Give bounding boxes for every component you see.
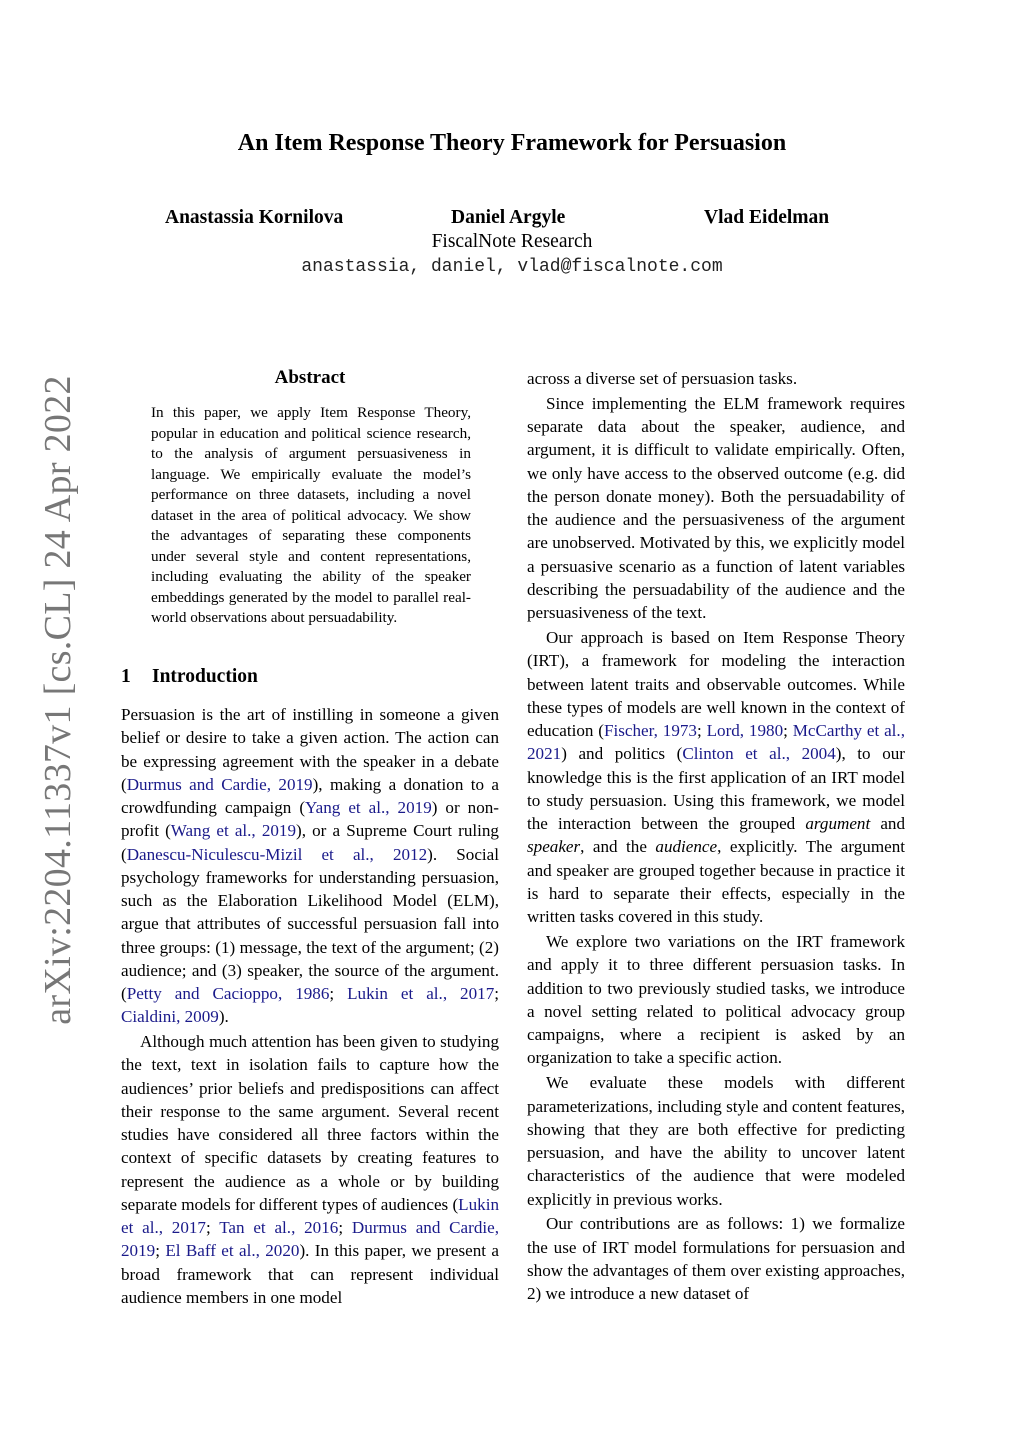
text-run: Our approach is based on Item Response Theory (IRT), a framework for modeling the interaction between latent traits and observable outcomes. While these types of models are well known in the context of education ( <box>527 628 905 741</box>
author-2: Daniel Argyle <box>451 207 566 228</box>
section-heading <box>121 666 258 688</box>
section-number: 1 <box>121 666 131 687</box>
intro-paragraph-7: Our contributions are as follows: 1) we formalize the use of IRT model formulations for persuasion and show the advantages of them over existing approaches, 2) we introduce a new dataset of <box>527 1214 905 1304</box>
text-run: ), to our knowledge this is the first application of an IRT model to study persuasion. Using this framework, we model the interaction between the grouped <box>527 744 905 834</box>
citation-link[interactable]: Yang et al., 2019 <box>305 798 432 817</box>
arxiv-identifier: arXiv:2204.11337v1 [cs.CL] 24 Apr 2022 <box>37 375 79 1025</box>
author-1: Anastassia Kornilova <box>165 207 344 228</box>
text-run: ; <box>338 1218 352 1238</box>
intro-paragraph-3: Since implementing the ELM framework requires separate data about the speaker, audience, and argument, it is difficult to validate empirically. Often, we only have access to the observed outcome (e.g. did the person donate money). Both the persuadability of the audience and the persuasiveness of the argument are unobserved. Motivated by this, we explicitly model a persuasive scenario as a function of latent variables describing the persuadability of the audience and the persuasiveness of the text. <box>527 393 905 623</box>
citation-link[interactable]: Cialdini, 2009 <box>121 1007 219 1027</box>
intro-paragraph-5: We explore two variations on the IRT framework and apply it to three different persuasion tasks. In addition to two previously studied tasks, we introduce a novel setting related to political advocacy group campaigns, where a recipient is asked by an organization to take a specific action. <box>527 932 905 1068</box>
citation-link[interactable]: Fischer, 1973 <box>604 721 697 741</box>
text-run: ). <box>218 1007 229 1027</box>
intro-paragraph-1 <box>121 703 499 1029</box>
text-run: Although much attention has been given to studying the text, text in isolation fails to capture how the audiences’ prior beliefs and predispositions can affect their response to the same argument. Several recent studies have considered all three factors within the context of specific datasets by creating features to represent the audience as a whole or by building separate models for different types of audiences ( <box>121 1032 499 1214</box>
text-run: Persuasion is the art of instilling in someone a given belief or desire to take a given action. The action can be expressing agreement with the speaker in a debate ( <box>121 705 499 794</box>
text-run: ), or a Supreme Court ruling ( <box>121 821 499 864</box>
text-run: , and the <box>580 837 656 857</box>
citation-link[interactable]: Wang et al., 2019 <box>170 821 297 841</box>
text-run: and <box>870 814 905 834</box>
text-run: ; <box>696 721 707 741</box>
intro-paragraph-6: We evaluate these models with different parameterizations, including style and content features, showing that they are both effective for predicting persuasion, and have the ability to uncover latent characteristics of the audience that were modeled explicitly in previous works. <box>527 1073 905 1209</box>
citation-link[interactable]: Clinton et al., 2004 <box>682 744 836 764</box>
author-email: anastassia, daniel, vlad@fiscalnote.com <box>301 257 723 277</box>
emphasis-argument: argument <box>805 814 871 834</box>
section-title: Introduction <box>152 666 258 687</box>
citation-link[interactable]: McCarthy et al., 2021 <box>527 721 905 764</box>
text-run: ), making a donation to a crowdfunding campaign ( <box>121 774 499 817</box>
citation-link[interactable]: Petty and Cacioppo, 1986 <box>126 984 330 1003</box>
citation-link[interactable]: Durmus and Cardie, 2019 <box>126 774 313 794</box>
text-run: ). Social psychology frameworks for understanding persuasion, such as the Elaboration Likelihood Model (ELM), argue that attributes of successful persuasion fall into three groups: (1) message, the text of the argument; (2) audience; and (3) speaker, the source of the argument. ( <box>121 844 499 1003</box>
intro-paragraph-4 <box>527 626 905 928</box>
text-run: ). In this paper, we present a broad framework that can represent individual audience members in one model <box>121 1241 499 1307</box>
text-run: , explicitly. The argument and speaker are grouped together because in practice it is hard to separate their effects, especially in the written tasks covered in this study. <box>527 837 905 927</box>
emphasis-speaker: speaker <box>527 837 581 857</box>
intro-paragraph-2 <box>121 1030 499 1309</box>
citation-link[interactable]: Lukin et al., 2017 <box>121 1194 499 1238</box>
emphasis-audience: audience <box>655 837 718 857</box>
intro-paragraph-2-continued: across a diverse set of persuasion tasks. <box>527 369 798 388</box>
abstract-heading: Abstract <box>274 367 346 388</box>
citation-link[interactable]: Danescu-Niculescu-Mizil et al., 2012 <box>126 844 428 864</box>
right-column <box>527 367 905 1305</box>
affiliation: FiscalNote Research <box>431 231 593 252</box>
citation-link[interactable]: El Baff et al., 2020 <box>165 1241 300 1261</box>
left-column <box>121 703 499 1309</box>
citation-link[interactable]: Durmus and Cardie, 2019 <box>121 1218 499 1261</box>
abstract-body: In this paper, we apply Item Response Theory, popular in education and political science research, to the analysis of argument persuasiveness in language. We empirically evaluate the model’s performance on three datasets, including a novel dataset in the area of political advocacy. We show the advantages of separating these components under several style and content representations, including evaluating the ability of the speaker embeddings generated by the model to parallel real-world observations about persuadability. <box>151 404 471 626</box>
citation-link[interactable]: Tan et al., 2016 <box>219 1218 339 1238</box>
author-3: Vlad Eidelman <box>704 207 830 228</box>
citation-link[interactable]: Lord, 1980 <box>706 721 784 741</box>
text-run: ; <box>494 984 499 1003</box>
text-run: ; <box>155 1241 166 1261</box>
text-run: ; <box>205 1218 220 1238</box>
text-run: ; <box>329 984 348 1003</box>
text-run: ) and politics ( <box>561 744 683 764</box>
citation-link[interactable]: Lukin et al., 2017 <box>347 984 495 1003</box>
text-run: ; <box>783 721 793 741</box>
text-run: ) or non-profit ( <box>121 798 500 841</box>
paper-title: An Item Response Theory Framework for Persuasion <box>237 130 787 156</box>
